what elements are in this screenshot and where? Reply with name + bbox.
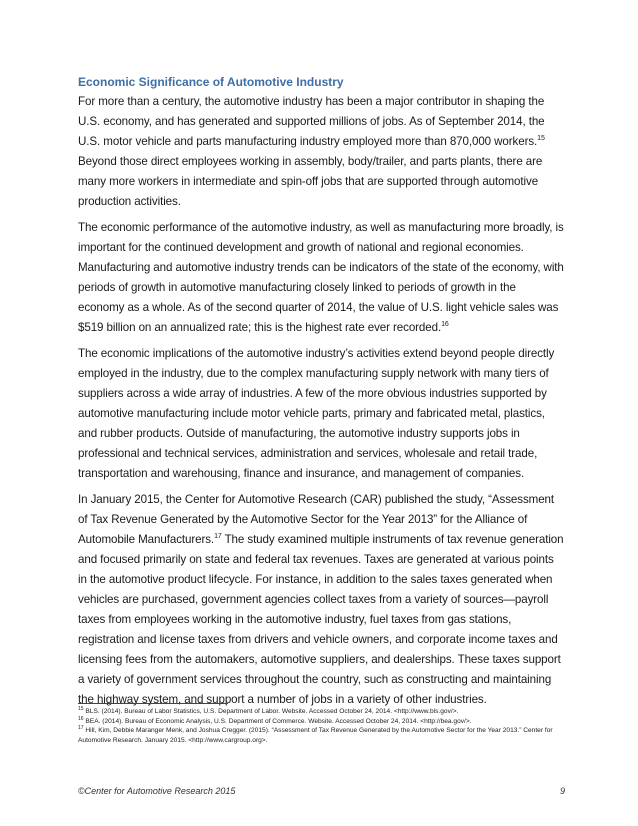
- footnote-16: [78, 717, 565, 727]
- footnote-15: [78, 707, 565, 717]
- footnote-number: 16: [78, 715, 84, 722]
- paragraph-4-text-b: The study examined multiple instruments of tax revenue generation and focused primarily on state and federal tax revenues. Taxes are generated at various points in the automotive product lifecycle. For instance, in addition to the sales taxes generated when vehicles are purchased, government agencies collect taxes from a variety of sources—payroll taxes from employees working in the automotive industry, fuel taxes from gas stations, registration and license taxes from drivers and vehicle owners, and corporate income taxes and licensing fees from the automakers, automotive suppliers, and dealerships. These taxes support a variety of government services throughout the country, such as constructing and maintaining the highway system, and support a number of jobs in a variety of other industries.: [78, 533, 564, 706]
- footnote-text: BEA. (2014). Bureau of Economic Analysis, U.S. Department of Commerce. Website. Accessed October 24, 2014. <http://bea.gov/>.: [83, 717, 472, 725]
- footnote-ref-15[interactable]: 15: [537, 135, 545, 143]
- footer-copyright: ©Center for Automotive Research 2015: [78, 786, 236, 796]
- footnote-divider: [78, 703, 228, 704]
- paragraph-2-text: The economic performance of the automotive industry, as well as manufacturing more broadly, is important for the continued development and growth of national and regional economies. Manufacturing and automotive industry trends can be indicators of the state of the economy, with periods of growth in automotive manufacturing closely linked to periods of growth in the economy as a whole. As of the second quarter of 2014, the value of U.S. light vehicle sales was $519 billion on an annualized rate; this is the highest rate ever recorded.: [78, 221, 564, 334]
- paragraph-1: [78, 92, 565, 212]
- footnotes: [78, 707, 565, 745]
- page-footer: [78, 786, 565, 796]
- document-body: [78, 72, 565, 716]
- footnote-number: 17: [78, 724, 84, 731]
- paragraph-4-text-a: In January 2015, the Center for Automotive Research (CAR) published the study, “Assessment of Tax Revenue Generated by the Automotive Sector for the Year 2013” for the Alliance of Automobile Manufacturers.: [78, 493, 555, 546]
- footnote-text: BLS. (2014). Bureau of Labor Statistics, U.S. Department of Labor. Website. Accessed October 24, 2014. <http://www.bls.gov/>.: [83, 708, 459, 715]
- paragraph-4: [78, 490, 565, 710]
- section-heading: Economic Significance of Automotive Industry: [78, 75, 344, 89]
- footnote-number: 15: [78, 705, 84, 712]
- paragraph-1-text-b: Beyond those direct employees working in assembly, body/trailer, and parts plants, there are many more workers in intermediate and spin-off jobs that are supported through automotive production activities.: [78, 155, 543, 208]
- footnote-ref-17[interactable]: 17: [214, 533, 222, 541]
- page-number: 9: [559, 786, 565, 796]
- footnote-ref-16[interactable]: 16: [441, 321, 449, 329]
- footnote-text: Hill, Kim, Debbie Maranger Menk, and Joshua Cregger. (2015). “Assessment of Tax Revenue Generated by the Automotive Sector for the Year 2013.” Center for Automotive Research. January 2015. <http://www.cargroup.org>.: [78, 727, 553, 744]
- paragraph-3: The economic implications of the automotive industry’s activities extend beyond people directly employed in the industry, due to the complex manufacturing supply network with many tiers of suppliers across a wide array of industries. A few of the more obvious industries supported by automotive manufacturing include motor vehicle parts, primary and fabricated metal, plastics, and rubber products. Outside of manufacturing, the automotive industry supports jobs in professional and technical services, administration and services, wholesale and retail trade, transportation and warehousing, finance and insurance, and management of companies.: [78, 347, 555, 480]
- paragraph-2: [78, 218, 565, 338]
- paragraph-1-text-a: For more than a century, the automotive industry has been a major contributor in shaping the U.S. economy, and has generated and supported millions of jobs. As of September 2014, the U.S. motor vehicle and parts manufacturing industry employed more than 870,000 workers.: [78, 95, 545, 148]
- footnote-17: [78, 726, 565, 745]
